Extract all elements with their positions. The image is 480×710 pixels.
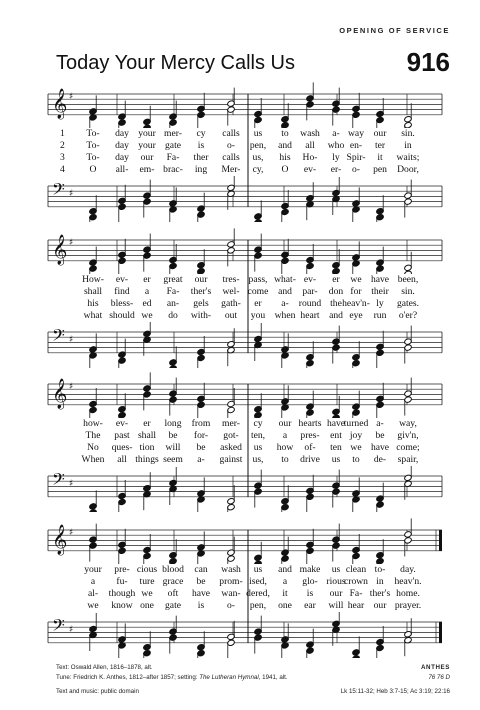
key-signature-sharp-icon: ♯ [69,625,74,635]
lyric-syllable: shall [83,286,103,297]
lyric-syllable: be [168,430,178,441]
lyric-syllable: all [117,454,127,465]
lyric-syllable: a- [332,128,340,139]
lyric-syllable: wash [221,564,241,575]
lyric-syllable: make [299,564,321,575]
lyric-syllable: you [250,310,266,321]
bass-clef-icon: 𝄢 [52,469,65,493]
key-signature-sharp-icon: ♯ [69,528,74,538]
lyric-syllable: we [350,274,362,285]
lyric-syllable: ten, [250,430,266,441]
lyric-syllable: your [84,564,102,575]
lyric-syllable: cious [136,564,158,575]
lyric-syllable: we [87,600,99,611]
lyric-syllable: have [370,442,390,453]
lyric-syllable: pre- [114,564,130,575]
lyric-syllable: eye [349,310,363,321]
lyric-syllable: our [194,274,208,285]
lyric-syllable: No [87,442,99,453]
hymn-system-2 [38,228,450,366]
system-brace [38,528,450,668]
lyric-syllable: gate [165,600,181,611]
bass-clef-icon: 𝄢 [52,179,65,203]
lyric-syllable: day [115,140,129,151]
lyric-syllable: will [328,600,344,611]
lyric-syllable: ten [330,442,342,453]
lyric-syllable: how [276,442,294,453]
treble-clef-icon: 𝄞 [52,525,68,555]
lyric-syllable: long [164,418,182,429]
lyric-syllable: ed [142,298,152,309]
lyric-syllable: gate [165,140,181,151]
verse-number: 1 [60,128,65,139]
lyric-syllable: been, [397,274,419,285]
lyric-syllable: seem [163,454,183,465]
lyric-syllable: way, [399,418,417,429]
lyric-syllable: o- [352,164,360,175]
lyric-syllable: an- [166,298,180,309]
lyric-syllable: your [138,128,156,139]
lyric-syllable: great [163,274,183,285]
lyric-syllable: spair, [397,454,419,465]
lyric-syllable: drive [300,454,320,465]
lyric-syllable: it [377,152,383,163]
key-signature-sharp-icon: ♯ [69,92,74,102]
lyric-syllable: and [278,140,292,151]
lyric-syllable: pres- [300,430,320,441]
lyric-syllable: shall [137,430,157,441]
lyric-syllable: Fa- [349,588,363,599]
lyric-syllable: to [352,454,360,465]
lyric-syllable: be [196,442,206,453]
lyric-syllable: ter [374,140,386,151]
lyric-syllable: have [191,588,211,599]
lyric-syllable: have [326,418,346,429]
lyric-syllable: en- [349,140,363,151]
lyric-syllable: what [83,310,103,321]
lyric-syllable: do [168,310,178,321]
lyric-syllable: a [282,430,288,441]
lyric-syllable: way [348,128,364,139]
lyric-syllable: one [140,600,154,611]
lyric-syllable: one [278,600,292,611]
lyric-syllable: ly [376,298,384,309]
lyric-syllable: To- [86,152,100,163]
lyric-syllable: can [194,564,208,575]
lyric-syllable: al- [87,588,99,599]
lyric-syllable: a- [376,418,384,429]
lyric-syllable: from [191,418,211,429]
lyric-syllable: heav'n. [394,576,422,587]
lyric-syllable: ther [193,152,209,163]
lyric-syllable: ear [304,600,316,611]
lyric-syllable: cy, [252,164,264,175]
lyric-syllable: pen, [249,140,267,151]
lyric-syllable: How- [82,274,104,285]
lyric-syllable: heart [300,310,320,321]
lyric-syllable: be [196,576,206,587]
lyric-syllable: ev- [303,274,317,285]
lyric-syllable: hearts [298,418,322,429]
lyric-syllable: tres- [222,274,240,285]
lyric-syllable: what- [274,274,296,285]
lyric-syllable: Mer- [221,164,241,175]
hymn-system-1 [38,82,450,220]
lyric-syllable: The [85,430,101,441]
lyric-syllable: their [371,286,389,297]
lyric-syllable: oft [167,588,179,599]
lyric-syllable: glo- [302,576,318,587]
lyric-syllable: come; [396,442,420,453]
lyric-syllable: gates. [396,298,420,309]
lyric-syllable: prom- [219,576,243,587]
lyric-syllable: should [109,310,135,321]
footer-meter: 76 76 D [428,674,450,681]
lyric-syllable: and [329,310,343,321]
footer-tune-name: ANTHES [420,664,450,671]
lyric-syllable: o'er? [398,310,418,321]
key-signature-sharp-icon: ♯ [69,479,74,489]
lyric-syllable: to [281,128,289,139]
lyric-syllable: ly [332,152,340,163]
lyric-syllable: your [138,140,156,151]
lyric-syllable: run [373,310,387,321]
lyric-syllable: us [253,564,263,575]
treble-clef-icon: 𝄞 [52,89,68,119]
verse-number: 4 [60,164,65,175]
lyric-syllable: with- [190,310,212,321]
tune-credit-suffix: , 1941, alt. [258,674,288,681]
lyric-syllable: ther's [190,286,212,297]
lyric-syllable: o- [227,140,235,151]
lyric-syllable: ev- [115,274,129,285]
lyric-syllable: a [282,576,288,587]
lyric-syllable: sin. [401,286,415,297]
lyric-syllable: our [373,128,387,139]
lyric-syllable: par- [302,286,318,297]
hymn-title: Today Your Mercy Calls Us [56,52,295,74]
lyric-syllable: us [331,564,341,575]
lyric-syllable: us [331,454,341,465]
lyric-syllable: To- [86,128,100,139]
lyric-syllable: tion [139,442,155,453]
treble-clef-icon: 𝄞 [52,235,68,265]
lyric-syllable: us [253,442,263,453]
lyric-syllable: calls [222,128,240,139]
lyric-syllable: past [114,430,130,441]
lyric-syllable: gath- [221,298,241,309]
footer-scripture: Lk 15:11-32; Heb 3:7-15; Ac 3:19; 22:16 [340,688,450,695]
lyric-syllable: em- [139,164,155,175]
lyric-syllable: day [115,152,129,163]
lyric-syllable: pass, [248,274,268,285]
lyric-syllable: we [141,588,153,599]
lyric-syllable: fu- [116,576,128,587]
lyric-syllable: is [306,588,314,599]
hymn-number: 916 [406,47,450,77]
lyric-syllable: know [111,600,133,611]
lyric-syllable: a- [197,454,205,465]
lyric-syllable: for [350,286,362,297]
lyric-syllable: wel- [222,286,240,297]
lyric-syllable: it [282,588,288,599]
key-signature-sharp-icon: ♯ [69,189,74,199]
lyric-syllable: ised, [249,576,267,587]
lyric-syllable: er- [330,164,342,175]
lyric-syllable: and [278,564,292,575]
bass-clef-icon: 𝄢 [52,615,65,639]
hymn-system-3 [38,372,450,510]
lyric-syllable: of- [304,442,316,453]
lyric-syllable: ev- [303,164,317,175]
lyric-syllable: in [376,576,384,587]
lyric-syllable: er [254,298,262,309]
key-signature-sharp-icon: ♯ [69,382,74,392]
lyric-syllable: our [278,418,292,429]
lyric-syllable: calls [222,152,240,163]
lyric-syllable: clean [345,564,367,575]
lyric-syllable: de- [373,454,387,465]
lyric-syllable: a [144,286,150,297]
lyric-syllable: how- [83,418,103,429]
lyric-syllable: home. [396,588,420,599]
lyric-syllable: to- [374,564,386,575]
lyric-syllable: got- [223,430,239,441]
lyric-syllable: brac- [163,164,183,175]
lyric-syllable: ques- [111,442,133,453]
lyric-syllable: all [305,140,315,151]
lyric-syllable: find [114,286,130,297]
lyric-syllable: Spir- [346,152,366,163]
lyric-syllable: don [328,286,344,297]
system-brace [38,238,450,378]
lyric-syllable: our [140,152,154,163]
lyric-syllable: us [253,128,263,139]
lyric-syllable: his [279,152,291,163]
lyric-syllable: come [247,286,269,297]
lyric-syllable: who [327,140,345,151]
lyric-syllable: we [350,442,362,453]
lyric-syllable: is [197,140,205,151]
footer-tune-credit [56,674,288,681]
lyric-syllable: ture [139,576,155,587]
lyric-syllable: will [165,442,181,453]
lyric-syllable: round [298,298,322,309]
lyric-syllable: a- [281,298,289,309]
section-label: OPENING OF SERVICE [339,26,450,35]
lyric-syllable: ev- [115,418,129,429]
lyric-syllable: our [329,588,343,599]
lyric-syllable: bless- [110,298,134,309]
lyric-syllable: dered, [246,588,270,599]
treble-clef-icon: 𝄞 [52,379,68,409]
lyric-syllable: er [332,274,340,285]
lyric-syllable: waits; [396,152,420,163]
lyric-syllable: his [87,298,99,309]
lyric-syllable: out [224,310,238,321]
lyric-syllable: gainst [219,454,243,465]
lyric-syllable: in [404,140,412,151]
footer-copyright: Text and music: public domain [56,688,139,695]
lyric-syllable: cy [253,418,263,429]
lyric-syllable: when [274,310,296,321]
verse-number: 3 [60,152,65,163]
lyric-syllable: for- [193,430,209,441]
key-signature-sharp-icon: ♯ [69,238,74,248]
lyric-syllable: Ho- [302,152,318,163]
lyric-syllable: giv'n, [397,430,419,441]
lyric-syllable: our [373,600,387,611]
lyric-syllable: mer- [164,128,182,139]
lyric-syllable: day [115,128,129,139]
lyric-syllable: though [108,588,136,599]
lyric-syllable: hear [347,600,365,611]
lyric-syllable: we [141,310,153,321]
lyric-syllable: sin. [401,128,415,139]
lyric-syllable: Fa- [166,286,180,297]
lyric-syllable: things [135,454,159,465]
lyric-syllable: the [330,298,342,309]
lyric-syllable: gels [193,298,209,309]
lyric-syllable: us, [252,454,264,465]
lyric-syllable: er [143,274,151,285]
lyric-syllable: a [90,576,96,587]
lyric-syllable: cy [196,128,206,139]
lyric-syllable: ing [194,164,208,175]
lyric-syllable: joy [349,430,363,441]
lyric-syllable: asked [220,442,242,453]
key-signature-sharp-icon: ♯ [69,335,74,345]
lyric-syllable: prayer. [394,600,422,611]
lyric-syllable: all- [115,164,129,175]
bass-clef-icon: 𝄢 [52,325,65,349]
lyric-syllable: Door, [397,164,419,175]
tune-credit-prefix: Tune: Friedrich K. Anthes, 1812–after 1857; setting: [56,674,200,681]
verse-number: 2 [60,140,65,151]
lyric-syllable: and [278,286,292,297]
lyric-syllable: have [370,274,390,285]
lyric-syllable: blood [162,564,184,575]
lyric-syllable: rious [326,576,346,587]
lyric-syllable: day. [400,564,416,575]
lyric-syllable: heav'n- [342,298,370,309]
lyric-syllable: mer- [222,418,240,429]
lyric-syllable: ther's [369,588,391,599]
lyric-syllable: is [197,600,205,611]
lyric-syllable: er [143,418,151,429]
footer-text-credit: Text: Oswald Allen, 1816–1878, alt. [56,664,153,671]
system-brace [38,382,450,522]
hymn-system-4 [38,518,450,656]
lyric-syllable: wash [300,128,320,139]
lyric-syllable: O [281,164,289,175]
lyric-syllable: pen [373,164,387,175]
lyric-syllable: to [281,454,289,465]
lyric-syllable: wan- [221,588,241,599]
lyric-syllable: us, [252,152,264,163]
lyric-syllable: O [89,164,97,175]
lyric-syllable: turned [343,418,369,429]
lyric-syllable: ent [330,430,342,441]
lyric-syllable: When [81,454,105,465]
lyric-syllable: o- [227,600,235,611]
lyric-syllable: Fa- [166,152,180,163]
lyric-syllable: grace [162,576,184,587]
lyric-syllable: To- [86,140,100,151]
lyric-syllable: be [375,430,385,441]
lyric-syllable: pen, [249,600,267,611]
system-brace [38,92,450,232]
tune-credit-source: The Lutheran Hymnal [199,674,259,681]
lyric-syllable: crown [344,576,368,587]
